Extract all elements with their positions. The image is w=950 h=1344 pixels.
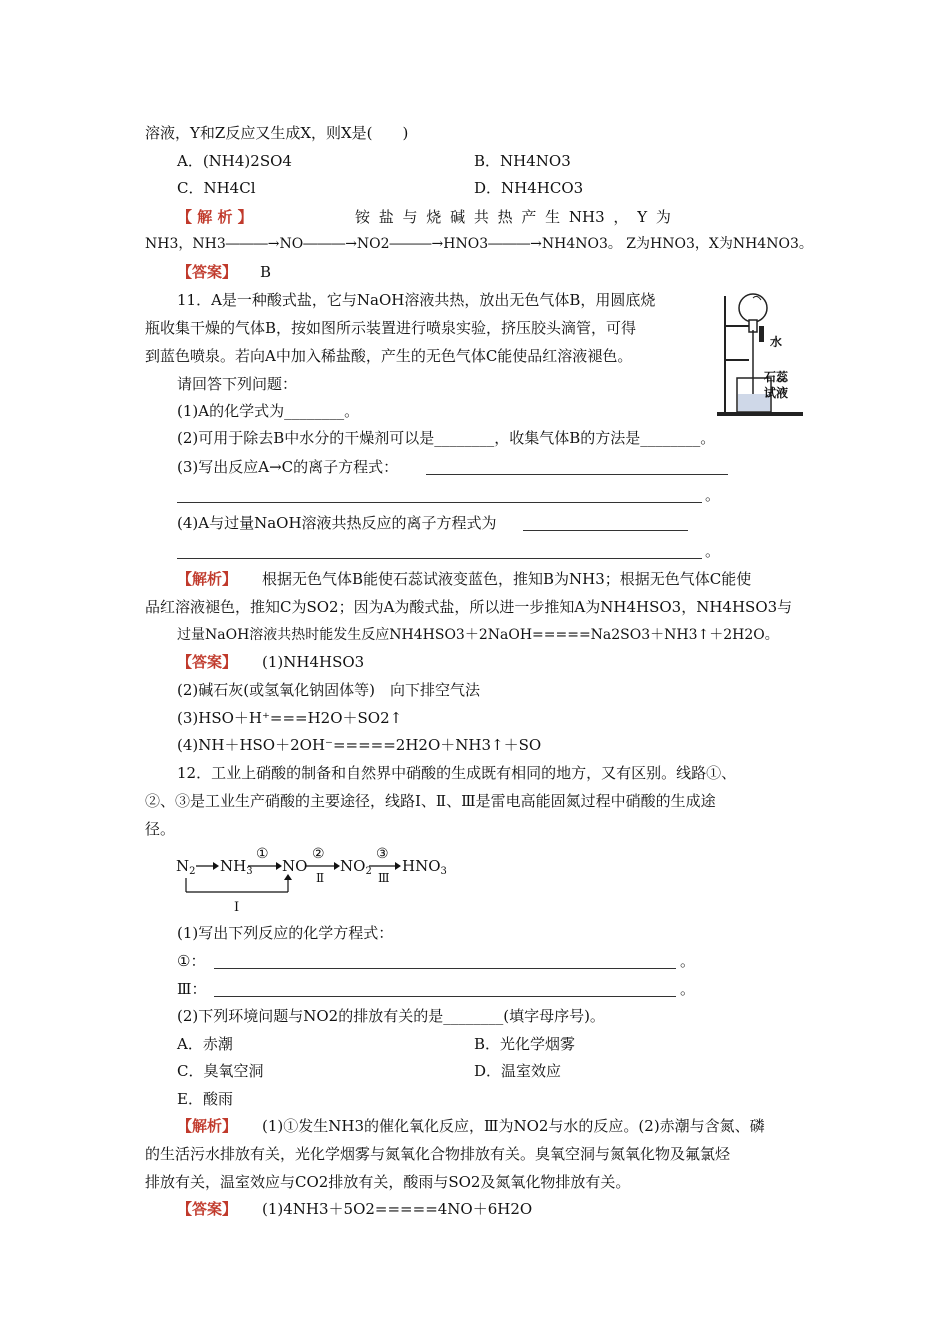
q11-line-1: 11．A是一种酸式盐，它与NaOH溶液共热，放出无色气体B，用圆底烧	[177, 291, 656, 309]
q12-line-1: 12．工业上硝酸的制备和自然界中硝酸的生成既有相同的地方，又有区别。线路①、	[177, 764, 737, 782]
route-label-2: ②	[312, 846, 325, 862]
q12-option-a: A．赤潮	[177, 1035, 233, 1053]
q11-analysis-2: 品红溶液褪色，推知C为SO2；因为A为酸式盐，所以进一步推知A为NH4HSO3，NH4HSO3与	[145, 598, 793, 616]
q11-analysis-3: 过量NaOH溶液共热时能发生反应NH4HSO3＋2NaOH=====Na2SO3＋NH3↑＋2H2O。	[177, 627, 779, 643]
q11-part-4-blank-a	[523, 516, 688, 531]
q10-answer-tag: 【答案】	[177, 263, 238, 281]
q11-analysis-tag: 【解析】	[177, 570, 238, 588]
q10-option-b: B．NH4NO3	[474, 152, 571, 170]
q11-part-4-end: 。	[705, 542, 721, 560]
q12-part-1a-end: 。	[680, 952, 696, 970]
q11-answer-1: (1)NH4HSO3	[262, 653, 365, 671]
q12-answer-1: (1)4NH3＋5O2=====4NO＋6H2O	[262, 1200, 533, 1218]
q11-answer-4: (4)NH＋HSO＋2OH⁻=====2H2O＋NH3↑＋SO	[177, 736, 542, 754]
q11-line-4: 请回答下列问题：	[177, 375, 298, 393]
q12-line-2: ②、③是工业生产硝酸的主要途径，线路Ⅰ、Ⅱ、Ⅲ是雷电高能固氮过程中硝酸的生成途	[145, 792, 716, 810]
species-nh3: $NH_3$	[220, 857, 253, 877]
q11-answer-2: (2)碱石灰(或氢氧化钠固体等) 向下排空气法	[177, 681, 480, 699]
q12-analysis-3: 排放有关，温室效应与CO2排放有关，酸雨与SO2及氮氧化物排放有关。	[145, 1173, 631, 1191]
route-label-roman-1: Ⅰ	[234, 900, 240, 915]
species-hno3: $HNO_3$	[402, 857, 447, 877]
nitric-acid-pathway-diagram	[176, 846, 476, 918]
q12-analysis-tag: 【解析】	[177, 1117, 238, 1135]
q12-option-b: B．光化学烟雾	[474, 1035, 576, 1053]
route-label-roman-2: Ⅱ	[316, 871, 325, 885]
species-no2: $NO_2$	[340, 857, 372, 877]
figure-label-litmus-2: 试液	[764, 386, 789, 400]
q11-part-3-end: 。	[705, 486, 721, 504]
q11-part-4: (4)A与过量NaOH溶液共热反应的离子方程式为	[177, 514, 497, 532]
q12-analysis-1: (1)①发生NH3的催化氧化反应，Ⅲ为NO2与水的反应。(2)赤潮与含氮、磷	[262, 1117, 765, 1135]
species-n2: $N_2$	[176, 857, 196, 877]
q12-part-1: (1)写出下列反应的化学方程式：	[177, 924, 394, 942]
q10-analysis-tag: 【 解 析 】	[177, 208, 253, 226]
figure-label-litmus-1: 石蕊	[764, 370, 789, 384]
q11-answer-tag: 【答案】	[177, 653, 238, 671]
q11-part-3-blank-a	[426, 460, 728, 475]
fountain-apparatus-figure	[713, 290, 813, 418]
q12-part-1a: ①：	[177, 952, 206, 970]
species-no: NO	[282, 857, 308, 875]
q12-option-c: C．臭氧空洞	[177, 1062, 264, 1080]
q12-part-1a-blank	[214, 954, 676, 969]
q12-part-1b: Ⅲ：	[177, 980, 207, 998]
q11-part-3-blank-b	[177, 488, 702, 503]
q11-part-1: (1)A的化学式为________。	[177, 402, 360, 420]
figure-label-water: 水	[770, 335, 783, 349]
q10-option-c: C．NH4Cl	[177, 179, 256, 197]
q12-part-1b-blank	[214, 982, 676, 997]
q12-part-1b-end: 。	[680, 980, 696, 998]
q11-analysis-1: 根据无色气体B能使石蕊试液变蓝色，推知B为NH3；根据无色气体C能使	[262, 570, 752, 588]
q12-line-3: 径。	[145, 820, 176, 838]
route-label-1: ①	[256, 846, 269, 862]
route-label-roman-3: Ⅲ	[378, 871, 390, 885]
q12-answer-tag: 【答案】	[177, 1200, 238, 1218]
q11-part-4-blank-b	[177, 544, 702, 559]
q10-option-d: D．NH4HCO3	[474, 179, 584, 197]
q12-option-e: E．酸雨	[177, 1090, 233, 1108]
q10-answer: B	[260, 263, 272, 281]
q10-line: 溶液，Y和Z反应又生成X，则X是( )	[145, 124, 409, 142]
q12-option-d: D．温室效应	[474, 1062, 562, 1080]
q11-line-3: 到蓝色喷泉。若向A中加入稀盐酸，产生的无色气体C能使品红溶液褪色。	[145, 347, 633, 365]
q12-part-2: (2)下列环境问题与NO2的排放有关的是________(填字母序号)。	[177, 1007, 605, 1025]
q10-analysis-2: NH3，NH3―――→NO―――→NO2―――→HNO3―――→NH4NO3。 Z为HNO3，X为NH4NO3。	[145, 236, 813, 252]
q11-part-3: (3)写出反应A→C的离子方程式：	[177, 458, 399, 476]
q11-line-2: 瓶收集干燥的气体B，按如图所示装置进行喷泉实验，挤压胶头滴管，可得	[145, 319, 637, 337]
q10-analysis-1: 铵 盐 与 烧 碱 共 热 产 生 NH3 ， Y 为	[355, 208, 671, 226]
q10-option-a: A．(NH4)2SO4	[177, 152, 292, 170]
q12-analysis-2: 的生活污水排放有关，光化学烟雾与氮氧化合物排放有关。臭氧空洞与氮氧化物及氟氯烃	[145, 1145, 731, 1163]
q11-part-2: (2)可用于除去B中水分的干燥剂可以是________，收集气体B的方法是________。	[177, 429, 716, 447]
route-label-3: ③	[376, 846, 389, 862]
q11-answer-3: (3)HSO＋H⁺===H2O＋SO2↑	[177, 709, 403, 727]
